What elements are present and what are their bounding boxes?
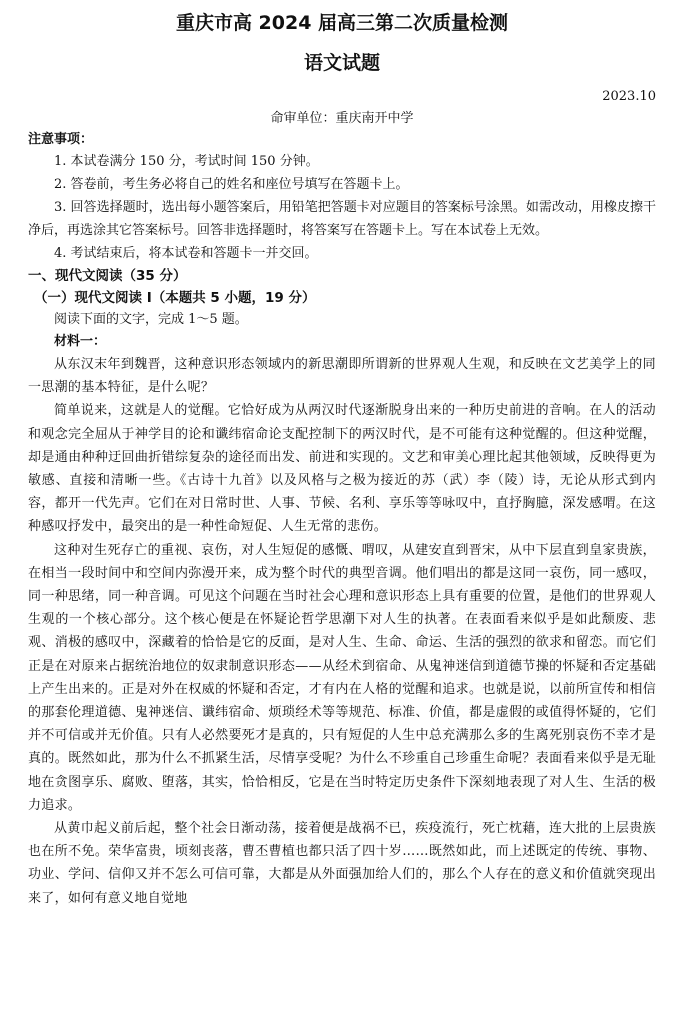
paragraph-1: 从东汉末年到魏晋，这种意识形态领域内的新思潮即所谓新的世界观人生观，和反映在文艺美学上的同一思潮的基本特征，是什么呢？	[28, 357, 656, 396]
material-label: 材料一：	[54, 334, 107, 349]
exam-date: 2023.10	[602, 89, 656, 104]
exam-unit: 命审单位：重庆南开中学	[270, 111, 414, 126]
paragraph-4: 从黄巾起义前后起，整个社会日渐动荡，接着便是战祸不已，疾疫流行，死亡枕藉，连大批的上层贵族也在所不免。荣华富贵，顷刻丧落，曹丕曹植也都只活了四十岁……既然如此，而上述既定的传统、事物、功业、学问、信仰又并不怎么可信可靠，大都是从外面强加给人们的，那么个人存在的意义和价值就突现出来了，如何有意义地自觉地	[28, 821, 656, 906]
section-heading: 一、现代文阅读（35 分）	[28, 268, 187, 284]
note-item-1: 1. 本试卷满分 150 分，考试时间 150 分钟。	[54, 154, 319, 169]
notes-heading: 注意事项：	[28, 132, 94, 147]
reading-instruction: 阅读下面的文字，完成 1～5 题。	[54, 312, 248, 327]
note-item-4: 4. 考试结束后，将本试卷和答题卡一并交回。	[54, 246, 318, 261]
paragraph-3: 这种对生死存亡的重视、哀伤，对人生短促的感慨、喟叹，从建安直到晋宋，从中下层直到皇家贵族，在相当一段时间中和空间内弥漫开来，成为整个时代的典型音调。他们唱出的都是这同一哀伤，同一感叹，同一种思绪，同一种音调。可见这个问题在当时社会心理和意识形态上具有重要的位置，是他们的世界观人生观的一个核心部分。这个核心便是在怀疑论哲学思潮下对人生的执著。在表面看来似乎是如此颓废、悲观、消极的感叹中，深藏着的恰恰是它的反面，是对人生、生命、命运、生活的强烈的欲求和留恋。而它们正是在对原来占据统治地位的奴隶制意识形态——从经术到宿命、从鬼神迷信到道德节操的怀疑和否定基础上产生出来的。正是对外在权威的怀疑和否定，才有内在人格的觉醒和追求。也就是说，以前所宣传和相信的那套伦理道德、鬼神迷信、谶纬宿命、烦琐经术等等规范、标准、价值，都是虚假的或值得怀疑的，它们并不可信或并无价值。只有人必然要死才是真的，只有短促的人生中总充满那么多的生离死别哀伤不幸才是真的。既然如此，那为什么不抓紧生活，尽情享受呢？为什么不珍重自己珍重生命呢？表面看来似乎是无耻地在贪图享乐、腐败、堕落，其实，恰恰相反，它是在当时特定历史条件下深刻地表现了对人生、生活的极力追求。	[28, 542, 656, 813]
exam-title: 重庆市高 2024 届高三第二次质量检测	[175, 12, 509, 34]
note-item-2: 2. 答卷前，考生务必将自己的姓名和座位号填写在答题卡上。	[54, 177, 409, 192]
exam-subtitle: 语文试题	[303, 52, 380, 74]
paragraph-2: 简单说来，这就是人的觉醒。它恰好成为从两汉时代逐渐脱身出来的一种历史前进的音响。在人的活动和观念完全屈从于神学目的论和谶纬宿命论支配控制下的两汉时代，是不可能有这种觉醒的。但这种觉醒，却是通由种种迂回曲折错综复杂的途径而出发、前进和实现的。文艺和审美心理比起其他领域，反映得更为敏感、直接和清晰一些。《古诗十九首》以及风格与之极为接近的苏（武）李（陵）诗，无论从形式到内容，都开一代先声。它们在对日常时世、人事、节候、名利、享乐等等咏叹中，直抒胸臆，深发感喟。在这种感叹抒发中，最突出的是一种性命短促、人生无常的悲伤。	[28, 403, 656, 535]
section-subheading: （一）现代文阅读 I（本题共 5 小题，19 分）	[34, 290, 316, 306]
note-item-3: 3. 回答选择题时，选出每小题答案后，用铅笔把答题卡对应题目的答案标号涂黑。如需改动，用橡皮擦干净后，再选涂其它答案标号。回答非选择题时，将答案写在答题卡上。写在本试卷上无效。	[28, 200, 656, 238]
